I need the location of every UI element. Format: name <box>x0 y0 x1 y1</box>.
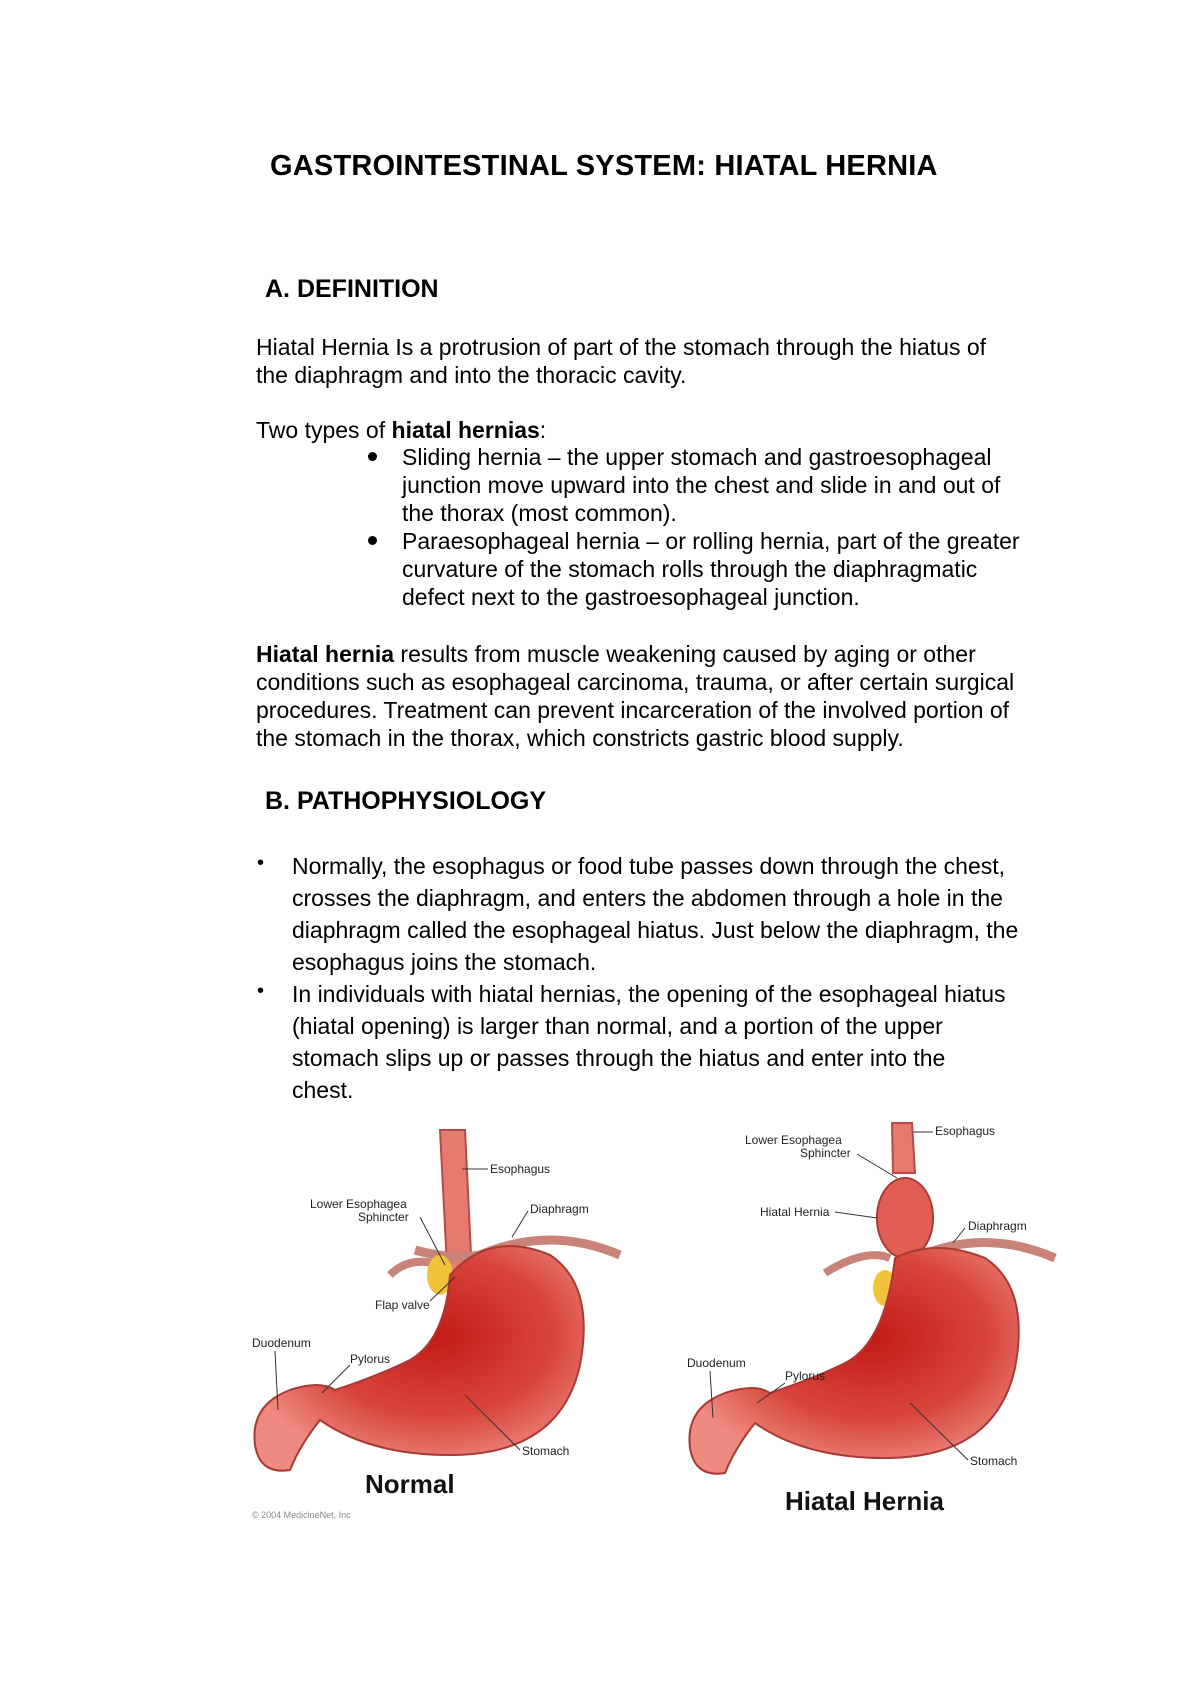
type-line: junction move upward into the chest and slide in and out of <box>402 472 1001 498</box>
label-les-1: Lower Esophagea <box>745 1133 842 1147</box>
label-stomach: Stomach <box>970 1454 1018 1468</box>
types-intro-colon: : <box>539 417 547 443</box>
bullet-dot: • <box>257 852 265 874</box>
label-duodenum: Duodenum <box>687 1356 746 1370</box>
normal-stomach-figure <box>250 1125 640 1525</box>
types-intro-bold: hiatal hernias <box>391 417 540 443</box>
leader-line <box>835 1212 877 1218</box>
patho-line: crosses the diaphragm, and enters the abdomen through a hole in the <box>292 885 1003 911</box>
caption-normal: Normal <box>365 1469 455 1499</box>
types-intro <box>256 416 546 444</box>
types-intro-text: Two types of <box>256 417 392 443</box>
cause-line: conditions such as esophageal carcinoma, trauma, or after certain surgical <box>256 669 1015 695</box>
diaphragm-left <box>825 1255 890 1273</box>
patho-line: In individuals with hiatal hernias, the opening of the esophageal hiatus <box>292 981 1006 1007</box>
patho-line: stomach slips up or passes through the hiatus and enter into the <box>292 1045 946 1071</box>
type-line: Sliding hernia – the upper stomach and gastroesophageal <box>402 444 992 470</box>
label-duodenum: Duodenum <box>252 1336 311 1350</box>
definition-line: Hiatal Hernia Is a protrusion of part of the stomach through the hiatus of <box>256 334 987 360</box>
leader-line <box>857 1154 897 1178</box>
cause-bold: Hiatal hernia <box>256 641 395 667</box>
type-item-sliding <box>402 443 1000 527</box>
cause-line: results from muscle weakening caused by aging or other <box>394 641 976 667</box>
type-line: the thorax (most common). <box>402 500 677 526</box>
type-line: Paraesophageal hernia – or rolling hernia, part of the greater <box>402 528 1020 554</box>
copyright: © 2004 MedicineNet, Inc <box>252 1510 351 1520</box>
label-les-2: Sphincter <box>358 1210 409 1224</box>
label-hiatal-hernia: Hiatal Hernia <box>760 1205 830 1219</box>
definition-text <box>256 333 986 389</box>
section-b-heading: B. PATHOPHYSIOLOGY <box>265 787 547 815</box>
label-diaphragm: Diaphragm <box>530 1202 589 1216</box>
patho-line: (hiatal opening) is larger than normal, and a portion of the upper <box>292 1013 943 1039</box>
cause-paragraph <box>256 640 1014 752</box>
section-a-heading: A. DEFINITION <box>265 275 439 303</box>
patho-line: diaphragm called the esophageal hiatus. Just below the diaphragm, the <box>292 917 1019 943</box>
caption-hiatal-hernia: Hiatal Hernia <box>785 1486 944 1516</box>
type-line: defect next to the gastroesophageal junction. <box>402 584 860 610</box>
type-item-paraesophageal <box>402 527 1020 611</box>
patho-bullet-1 <box>292 850 1018 978</box>
stomach-shape <box>254 1246 583 1471</box>
label-pylorus: Pylorus <box>350 1352 391 1366</box>
label-esophagus: Esophagus <box>935 1124 996 1138</box>
type-line: curvature of the stomach rolls through the diaphragmatic <box>402 556 978 582</box>
bullet-dot <box>368 452 377 461</box>
definition-line: the diaphragm and into the thoracic cavity. <box>256 362 687 388</box>
bullet-dot <box>368 536 377 545</box>
label-diaphragm: Diaphragm <box>968 1219 1027 1233</box>
bullet-dot: • <box>257 980 265 1002</box>
esophagus-shape <box>892 1123 915 1173</box>
label-stomach: Stomach <box>522 1444 570 1458</box>
label-flap-valve: Flap valve <box>375 1298 430 1312</box>
label-les-2: Sphincter <box>800 1146 851 1160</box>
label-esophagus: Esophagus <box>490 1162 551 1176</box>
hernia-stomach-figure <box>685 1118 1060 1533</box>
patho-line: chest. <box>292 1077 354 1103</box>
label-les-1: Lower Esophagea <box>310 1197 407 1211</box>
cause-line: the stomach in the thorax, which constricts gastric blood supply. <box>256 725 904 751</box>
label-pylorus: Pylorus <box>785 1369 826 1383</box>
hernia-bulge <box>877 1178 933 1258</box>
cause-line: procedures. Treatment can prevent incarceration of the involved portion of <box>256 697 1010 723</box>
page-title: GASTROINTESTINAL SYSTEM: HIATAL HERNIA <box>270 150 938 182</box>
patho-line: Normally, the esophagus or food tube passes down through the chest, <box>292 853 1006 879</box>
patho-bullet-2 <box>292 978 1006 1106</box>
leader-line <box>512 1211 528 1237</box>
patho-line: esophagus joins the stomach. <box>292 949 597 975</box>
